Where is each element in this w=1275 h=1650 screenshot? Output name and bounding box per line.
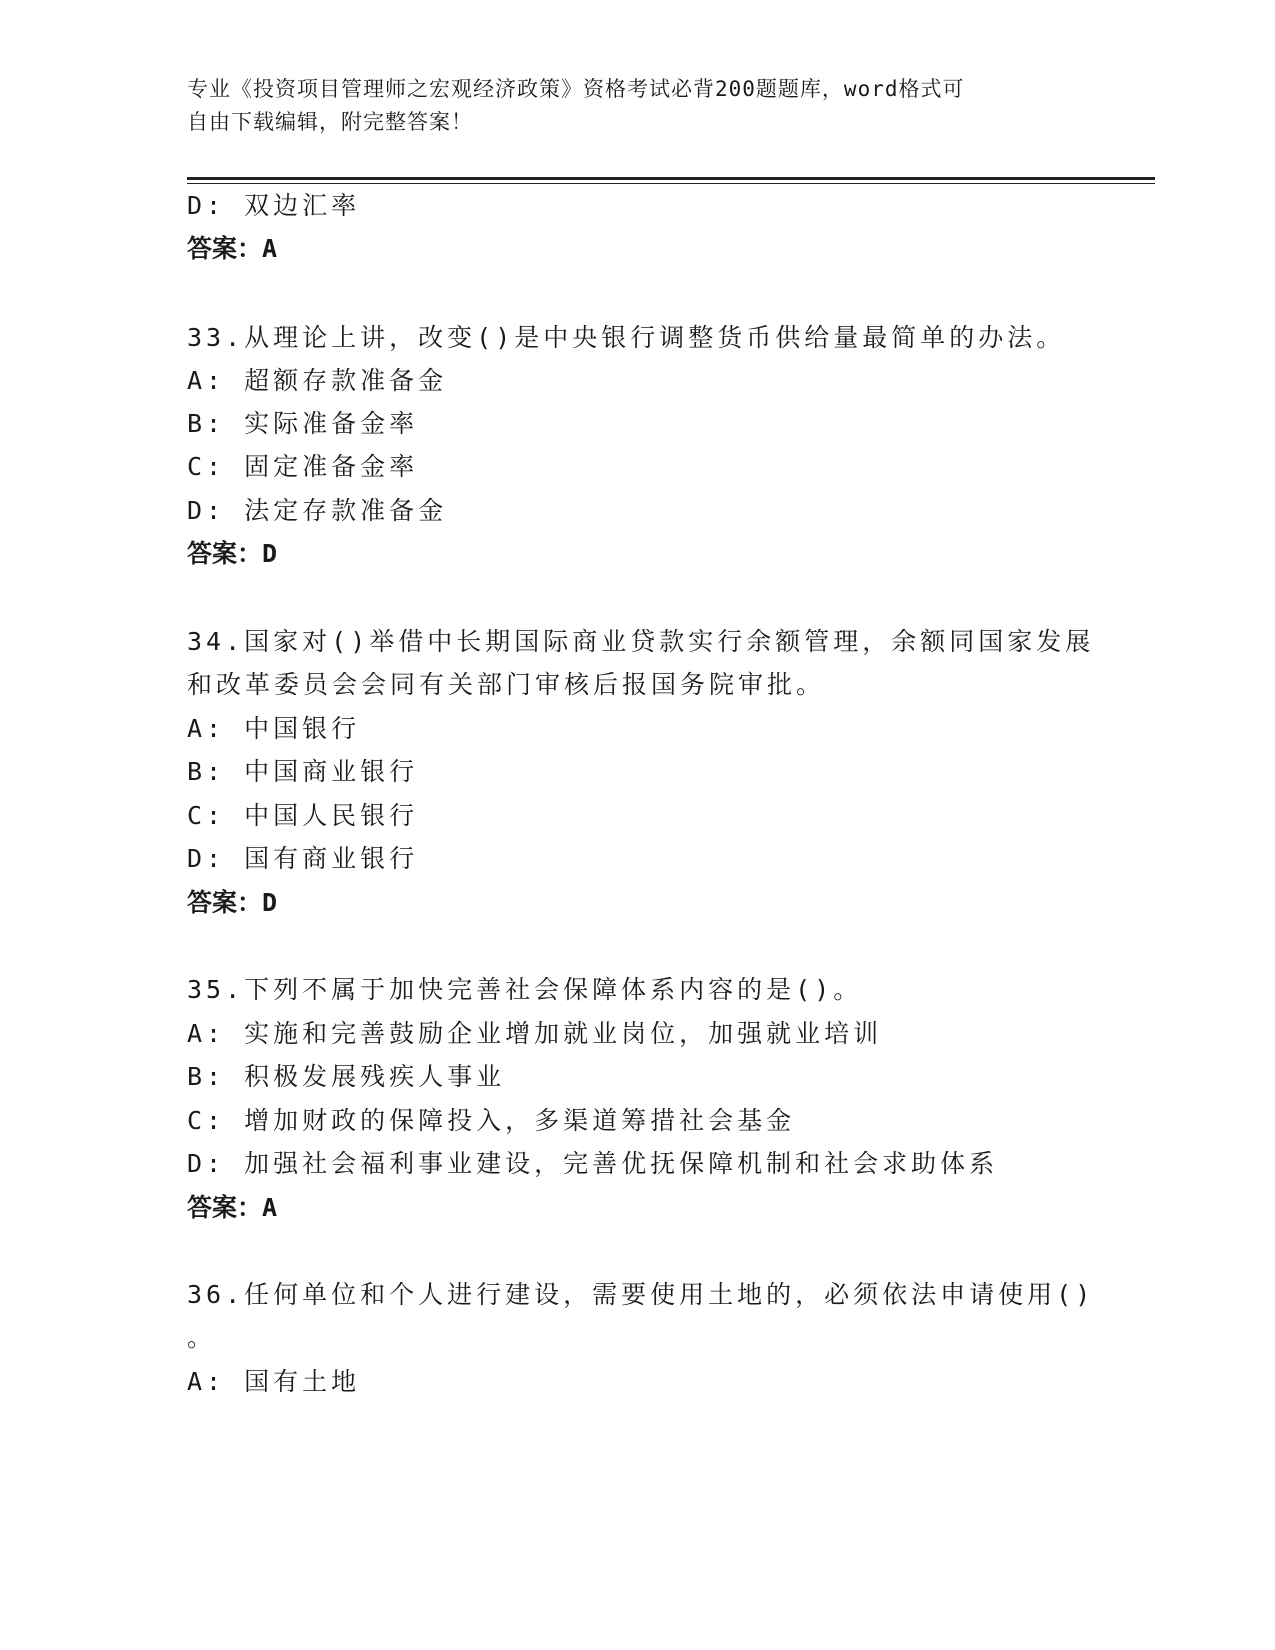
q36-option-a: A: 国有土地	[187, 1367, 361, 1396]
q35-option-b: B: 积极发展残疾人事业	[187, 1062, 506, 1091]
q34-option-b: B: 中国商业银行	[187, 757, 419, 786]
q35-option-d: D: 加强社会福利事业建设，完善优抚保障机制和社会求助体系	[187, 1149, 999, 1178]
header-rule-thin	[187, 183, 1155, 184]
q33-option-d: D: 法定存款准备金	[187, 496, 448, 525]
q34-option-c: C: 中国人民银行	[187, 801, 419, 830]
q35-answer: 答案：A	[187, 1193, 278, 1222]
q33-option-c: C: 固定准备金率	[187, 452, 419, 481]
q35-option-a: A: 实施和完善鼓励企业增加就业岗位，加强就业培训	[187, 1019, 883, 1048]
q35-question: 35.下列不属于加快完善社会保障体系内容的是()。	[187, 975, 863, 1004]
header-line-2: 自由下载编辑，附完整答案！	[187, 110, 473, 134]
q36-question-line-2: 。	[187, 1323, 217, 1352]
q35-option-c: C: 增加财政的保障投入，多渠道筹措社会基金	[187, 1106, 796, 1135]
header-line-1: 专业《投资项目管理师之宏观经济政策》资格考试必背200题题库，word格式可	[187, 77, 965, 101]
q33-option-a: A: 超额存款准备金	[187, 366, 448, 395]
prev-answer: 答案：A	[187, 234, 278, 263]
q34-answer: 答案：D	[187, 888, 278, 917]
q33-answer: 答案：D	[187, 539, 278, 568]
q34-question-line-1: 34.国家对()举借中长期国际商业贷款实行余额管理，余额同国家发展	[187, 627, 1095, 656]
q36-question-line-1: 36.任何单位和个人进行建设，需要使用土地的，必须依法申请使用()	[187, 1280, 1095, 1309]
header-rule-thick	[187, 177, 1155, 180]
document-header	[187, 73, 1067, 139]
q34-question-line-2: 和改革委员会会同有关部门审核后报国务院审批。	[187, 670, 826, 699]
q34-option-d: D: 国有商业银行	[187, 844, 419, 873]
q33-option-b: B: 实际准备金率	[187, 409, 419, 438]
q33-question: 33.从理论上讲，改变()是中央银行调整货币供给量最简单的办法。	[187, 323, 1066, 352]
prev-option-d: D: 双边汇率	[187, 191, 361, 220]
q34-option-a: A: 中国银行	[187, 714, 361, 743]
